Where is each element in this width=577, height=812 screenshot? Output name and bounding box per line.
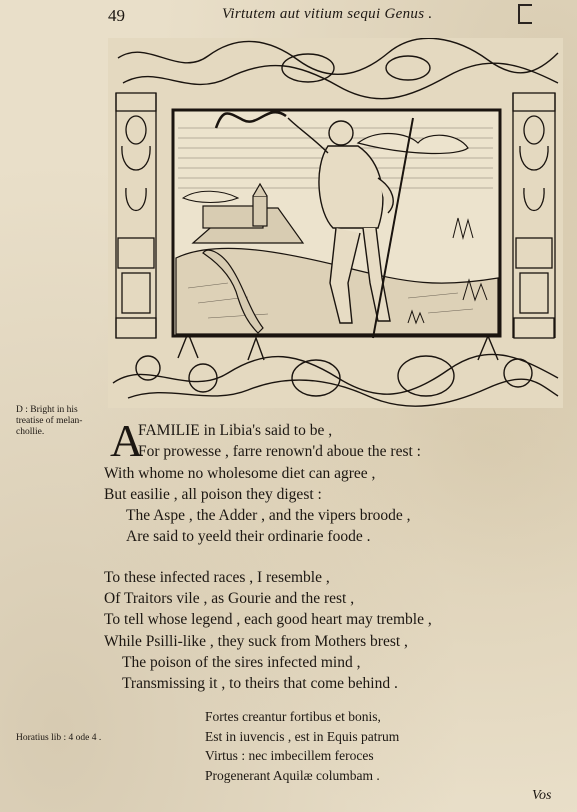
- corner-bracket-icon: [518, 4, 532, 24]
- emblem-woodcut: [108, 38, 563, 408]
- poem-line: While Psilli-like , they suck from Mothers brest ,: [104, 632, 408, 650]
- running-head: Virtutem aut vitium sequi Genus .: [222, 6, 433, 22]
- poem-line: The Aspe , the Adder , and the vipers broode ,: [126, 507, 411, 525]
- poem-line: The poison of the sires infected mind ,: [122, 653, 361, 671]
- poem-line: To these infected races , I resemble ,: [104, 568, 330, 586]
- catchword: Vos: [532, 788, 552, 803]
- poem-line: Are said to yeeld their ordinarie foode .: [126, 528, 371, 546]
- margin-note-bright: D : Bright in his treatise of melan-chollie.: [16, 405, 83, 437]
- poem-line: Transmissing it , to theirs that come behind .: [122, 675, 398, 693]
- poem: [104, 415, 432, 695]
- poem-line: Of Traitors vile , as Gourie and the rest ,: [104, 590, 355, 608]
- latin-line: Fortes creantur fortibus et bonis,: [205, 709, 381, 724]
- latin-quote: [205, 707, 399, 785]
- poem-line: For prowesse , farre renown'd aboue the rest :: [138, 443, 421, 461]
- latin-line: Progenerant Aquilæ columbam .: [205, 767, 380, 783]
- poem-line: But easilie , all poison they digest :: [104, 485, 322, 503]
- poem-line: With whome no wholesome diet can agree ,: [104, 464, 376, 482]
- central-scene: [173, 110, 500, 338]
- poem-line: To tell whose legend , each good heart may tremble ,: [104, 611, 432, 629]
- drop-cap: A: [110, 415, 144, 466]
- latin-line: Est in iuvencis , est in Equis patrum: [205, 728, 400, 744]
- latin-line: Virtus : nec imbecillem feroces: [205, 748, 374, 763]
- page-number: 49: [108, 6, 125, 25]
- poem-line: FAMILIE in Libia's said to be ,: [138, 422, 333, 439]
- margin-note-horatius: Horatius lib : 4 ode 4 .: [16, 733, 102, 743]
